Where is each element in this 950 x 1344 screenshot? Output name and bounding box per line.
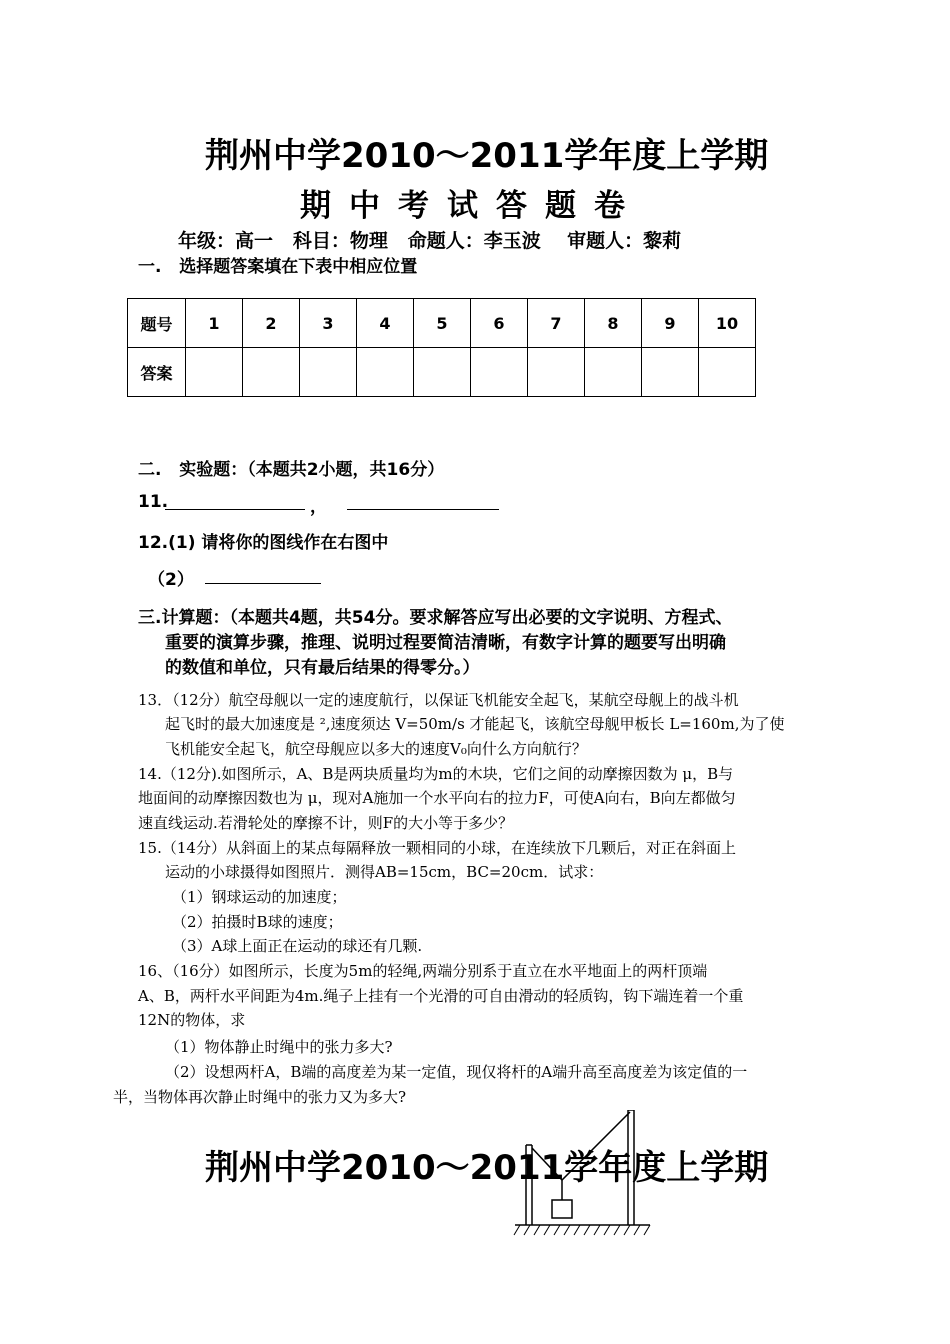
answer-cell[interactable] xyxy=(357,348,414,397)
answer-cell[interactable] xyxy=(699,348,756,397)
q14-line2: 地面间的动摩擦因数也为 μ，现对A施加一个水平向右的拉力F，可使A向右，B向左都做匀 xyxy=(138,789,736,807)
rope xyxy=(532,1112,630,1180)
section1-heading: 一. 选择题答案填在下表中相应位置 xyxy=(138,257,418,277)
q11-separator: ， xyxy=(310,497,327,517)
answer-cell[interactable] xyxy=(243,348,300,397)
question-number: 5 xyxy=(414,299,471,348)
row-label-answer: 答案 xyxy=(128,348,186,397)
answer-cell[interactable] xyxy=(585,348,642,397)
question-number: 6 xyxy=(471,299,528,348)
answer-table-answer-row xyxy=(128,348,756,397)
answer-cell[interactable] xyxy=(528,348,585,397)
q12-part2-blank[interactable] xyxy=(205,582,321,584)
ground-hatching xyxy=(514,1225,650,1235)
question-number: 8 xyxy=(585,299,642,348)
answer-cell[interactable] xyxy=(300,348,357,397)
q16-line3: 12N的物体，求 xyxy=(138,1011,246,1029)
q12-part1: 12.(1) 请将你的图线作在右图中 xyxy=(138,533,389,553)
answer-table xyxy=(127,298,756,397)
q16-sub2: （2）设想两杆A，B端的高度差为某一定值，现仅将杆的A端升高至高度差为该定值的一 xyxy=(165,1063,748,1081)
answer-cell[interactable] xyxy=(642,348,699,397)
q11-label: 11. xyxy=(138,492,169,512)
question-number: 9 xyxy=(642,299,699,348)
hanging-weight xyxy=(552,1200,572,1218)
q15-sub1: （1）钢球运动的加速度； xyxy=(172,888,347,906)
page-subtitle: 期中考试答题卷 xyxy=(300,188,643,224)
q16-line2: A、B，两杆水平间距为4m.绳子上挂有一个光滑的可自由滑动的轻质钩，钩下端连着一个重 xyxy=(138,987,744,1005)
q14-line1: 14.（12分).如图所示，A、B是两块质量均为m的木块，它们之间的动摩擦因数为 μ，B与 xyxy=(138,765,734,783)
row-label-number: 题号 xyxy=(128,299,186,348)
q13-line1: 13．（12分）航空母舰以一定的速度航行，以保证飞机能安全起飞，某航空母舰上的战斗机 xyxy=(138,691,739,709)
answer-table-header-row xyxy=(128,299,756,348)
exam-meta: 年级：高一 科目：物理 命题人：李玉波 审题人：黎莉 xyxy=(178,230,682,252)
question-number: 7 xyxy=(528,299,585,348)
question-number: 10 xyxy=(699,299,756,348)
q16-sub1: （1）物体静止时绳中的张力多大? xyxy=(165,1038,393,1056)
q15-sub2: （2）拍摄时B球的速度； xyxy=(172,913,343,931)
question-number: 2 xyxy=(243,299,300,348)
q13-line3: 飞机能安全起飞，航空母舰应以多大的速度V₀向什么方向航行？ xyxy=(165,740,587,758)
answer-cell[interactable] xyxy=(471,348,528,397)
q16-sub3: 半，当物体再次静止时绳中的张力又为多大? xyxy=(113,1088,407,1106)
q14-line3: 速直线运动.若滑轮处的摩擦不计，则F的大小等于多少？ xyxy=(138,814,514,832)
q15-sub3: （3）A球上面正在运动的球还有几颗. xyxy=(172,937,423,955)
q11-blank-2[interactable] xyxy=(347,508,499,510)
footer-title: 荆州中学2010～2011学年度上学期 xyxy=(205,1148,769,1188)
question-number: 3 xyxy=(300,299,357,348)
q16-line1: 16、（16分）如图所示，长度为5m的轻绳,两端分别系于直立在水平地面上的两杆顶端 xyxy=(138,962,708,980)
answer-cell[interactable] xyxy=(186,348,243,397)
q12-part2-label: （2） xyxy=(148,570,194,590)
section3-heading-line2: 重要的演算步骤，推理、说明过程要简洁清晰，有数字计算的题要写出明确 xyxy=(165,633,726,653)
q15-line2: 运动的小球摄得如图照片．测得AB=15cm，BC=20cm．试求： xyxy=(165,863,604,881)
rope-poles-diagram xyxy=(510,1110,660,1250)
question-number: 4 xyxy=(357,299,414,348)
page-title: 荆州中学2010～2011学年度上学期 xyxy=(205,136,769,176)
section3-heading-line1: 三.计算题：（本题共4题，共54分。要求解答应写出必要的文字说明、方程式、 xyxy=(138,608,733,628)
q11-blank-1[interactable] xyxy=(165,508,305,510)
question-number: 1 xyxy=(186,299,243,348)
answer-cell[interactable] xyxy=(414,348,471,397)
q15-line1: 15.（14分）从斜面上的某点每隔释放一颗相同的小球，在连续放下几颗后，对正在斜面上 xyxy=(138,839,736,857)
section2-heading: 二. 实验题：（本题共2小题，共16分） xyxy=(138,460,445,480)
q13-line2: 起飞时的最大加速度是 ²,速度须达 V=50m/s 才能起飞，该航空母舰甲板长 L=160m,为了使 xyxy=(165,715,785,733)
section3-heading-line3: 的数值和单位，只有最后结果的得零分。） xyxy=(165,658,480,678)
